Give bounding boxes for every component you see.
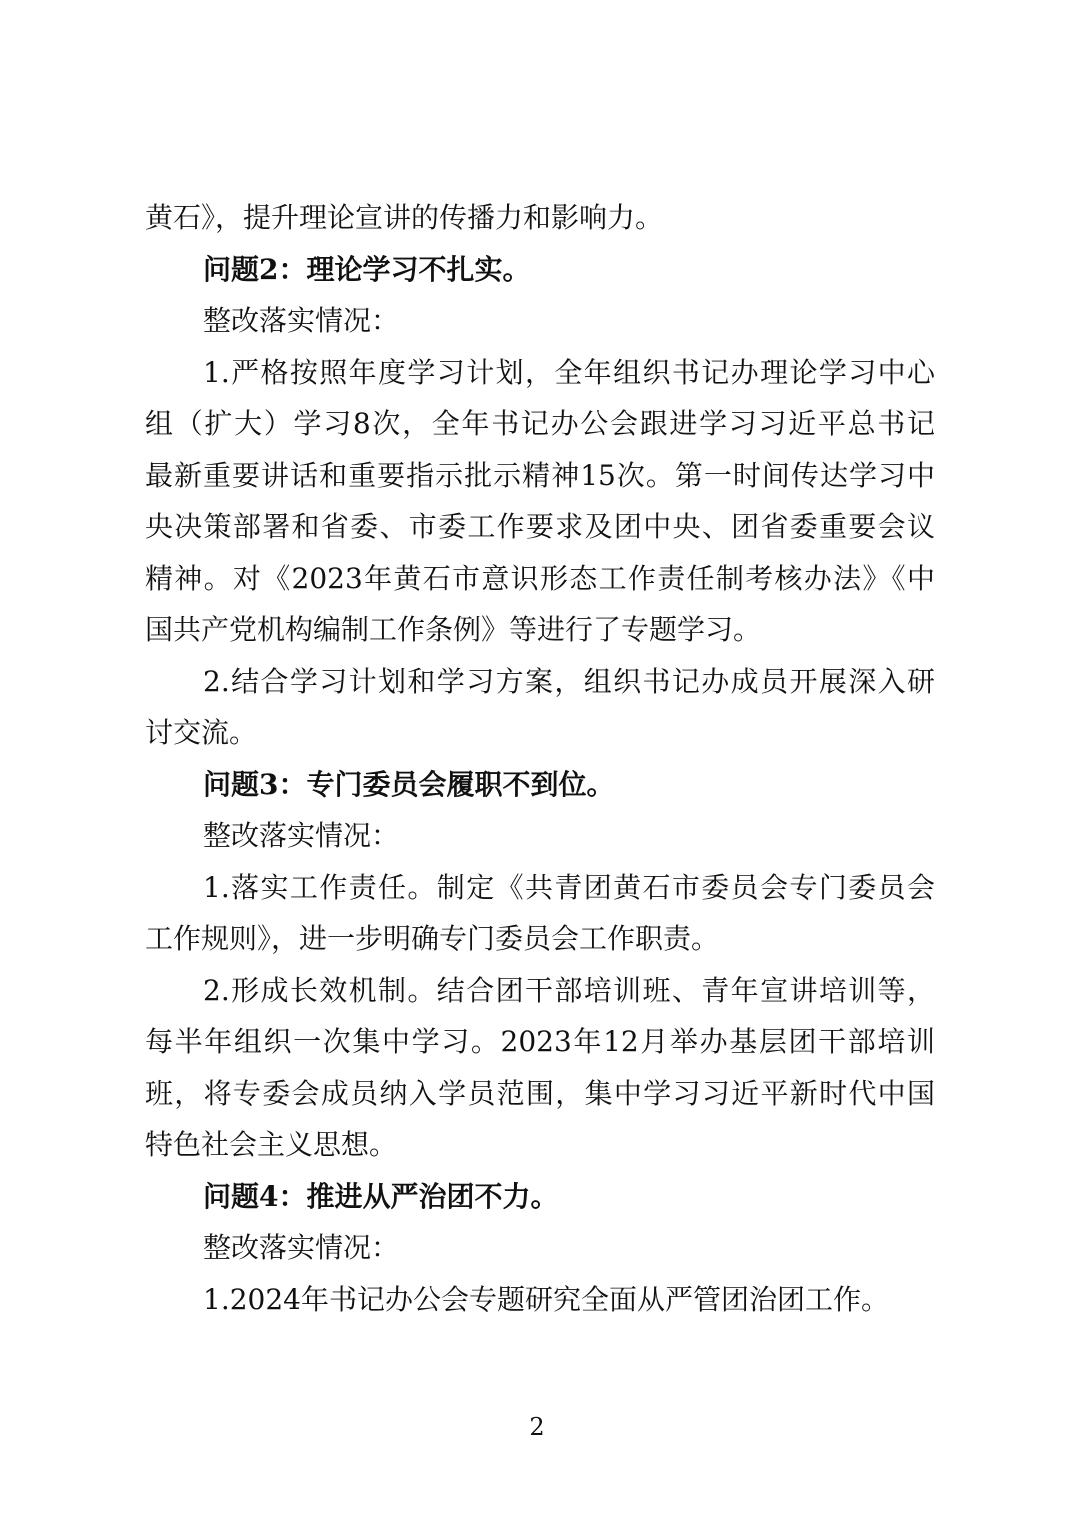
paragraph-line: 2.形成长效机制。结合团干部培训班、青年宣讲培训等， — [203, 973, 935, 1007]
rectification-label: 整改落实情况： — [203, 1231, 400, 1264]
paragraph-continuation: 黄石》，提升理论宣讲的传播力和影响力。 — [145, 201, 664, 234]
paragraph-line: 每半年组织一次集中学习。2023年12月举办基层团干部培训 — [145, 1025, 935, 1058]
paragraph-line: 2.结合学习计划和学习方案，组织书记办成员开展深入研 — [203, 664, 935, 698]
paragraph-line: 特色社会主义思想。 — [145, 1128, 398, 1161]
paragraph-line: 最新重要讲话和重要指示批示精神15次。第一时间传达学习中 — [145, 458, 935, 492]
paragraph-line: 国共产党机构编制工作条例》等进行了专题学习。 — [145, 613, 762, 646]
paragraph-line: 讨交流。 — [145, 716, 258, 749]
issue-heading-3: 问题3：专门委员会履职不到位。 — [203, 767, 615, 801]
issue-heading-2: 问题2：理论学习不扎实。 — [203, 252, 531, 286]
page-number: 2 — [529, 1413, 545, 1441]
issue-heading-4: 问题4：推进从严治团不力。 — [203, 1179, 559, 1213]
rectification-label: 整改落实情况： — [203, 819, 400, 852]
paragraph-line: 组（扩大）学习8次，全年书记办公会跟进学习习近平总书记 — [145, 407, 935, 440]
paragraph-line: 1.落实工作责任。制定《共青团黄石市委员会专门委员会 — [203, 870, 935, 904]
paragraph-line: 精神。对《2023年黄石市意识形态工作责任制考核办法》《中 — [145, 561, 935, 595]
paragraph-line: 工作规则》，进一步明确专门委员会工作职责。 — [145, 922, 720, 955]
rectification-label: 整改落实情况： — [203, 304, 400, 337]
paragraph-line: 央决策部署和省委、市委工作要求及团中央、团省委重要会议 — [145, 510, 935, 543]
paragraph-line: 1.严格按照年度学习计划，全年组织书记办理论学习中心 — [203, 355, 935, 389]
paragraph-line: 班，将专委会成员纳入学员范围，集中学习习近平新时代中国 — [145, 1076, 935, 1110]
paragraph-line: 1.2024年书记办公会专题研究全面从严管团治团工作。 — [203, 1282, 889, 1316]
document-body — [145, 192, 935, 1325]
